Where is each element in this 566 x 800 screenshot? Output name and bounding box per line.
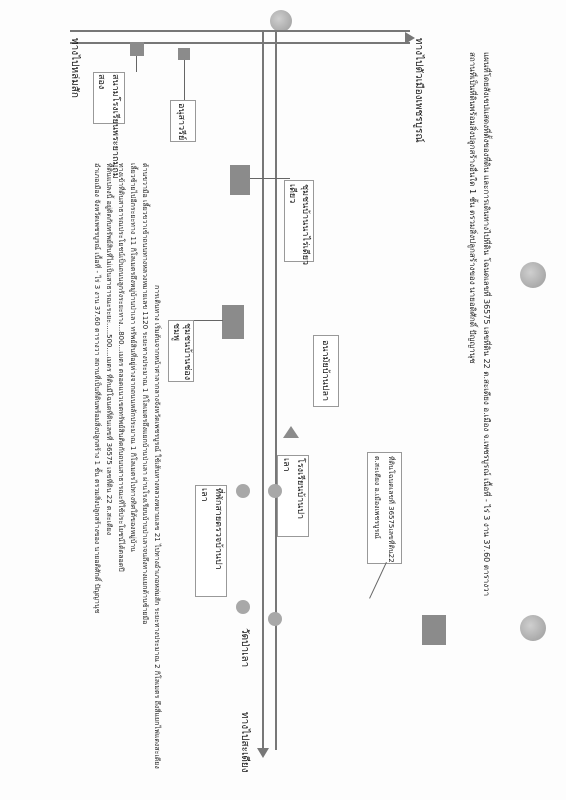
market-marker — [230, 165, 250, 195]
description-line-6: อำเภอเมือง จังหวัดเพชรบูรณ์ เนื้อที่ - ไร่ 3 งาน 37.60 ตารางวา สถานที่เป็นที่ดินพร้อมสิ่งปลูกสร้าง 1 ชั้น ตรวมสิ่งปลูกสร้างของ นายอดิศักดิ์ ปัญญานุช — [93, 163, 101, 614]
school-label: โรงเรียนบ้านปา — [295, 458, 305, 520]
police-label: ที่พักสายตรวจบ้านปา — [213, 488, 223, 570]
cross-road-top-edge — [70, 30, 410, 32]
community-note: ชมพู — [171, 323, 181, 341]
sakhon-school-leader — [136, 56, 137, 72]
police-note: เลา — [199, 488, 209, 502]
header-line-1: แผนที่โดยสังเขปแสดงที่ตั้งของที่ดิน และการเดินทางไปที่ดิน โฉนดเลขที่ 36575 เลขที่ดิน 22 ต.สะเดียง อ.เมือง จ.เพชรบูรณ์ เนื้อที่ - ไร่ 3 งาน 37.60 ตารางวา — [482, 52, 491, 597]
market-label: ชุมชนบ้านนาไร่เดียว — [300, 184, 310, 266]
description-line-1: การเดินทาง เริ่มต้นจากหน้าศาลากลางจังหวัดเพชรบูรณ์ ใช้เส้นทางหลวงหมายเลข 21 ไปทางอำเภอหล่มสัก ระยะทางประมาณ 2 กิโลเมตร ถึงสี่แยกไฟแดงสะเดียง — [153, 285, 161, 769]
community-label: ชุมชนบ้านช่อง — [182, 323, 192, 381]
landmark-dot-1 — [236, 484, 250, 498]
label-to-phetchabun-city: ทางไปตัวเมืองเพชรบูรณ์ — [413, 38, 424, 143]
market-note: เดียว — [287, 184, 297, 204]
landmark-dot-3 — [268, 484, 282, 498]
school-note: เลา — [281, 458, 291, 472]
property-box-line2: ต.สะเดียง อ.เมืองเพชรบูรณ์ — [373, 456, 381, 539]
binder-hole-lower — [520, 615, 546, 641]
sakhon-school-marker — [130, 42, 144, 56]
main-road-right-edge — [275, 30, 277, 750]
monument-marker — [178, 48, 190, 60]
binder-hole-middle — [520, 262, 546, 288]
label-to-sadiang: ทางไปสะเดียง — [239, 712, 250, 773]
property-leader — [369, 562, 387, 599]
header-line-2: สถานที่เป็นที่ดินพร้อมสิ่งปลูกสร้างอื่นใด 1 ชั้น ตรวมสิ่งปลูกสร้างของ นายอดิศักดิ์ ปัญญานุช — [468, 52, 477, 364]
main-road-left-edge — [262, 30, 264, 750]
wat-label: วัดป่าเลา — [239, 628, 250, 668]
property-marker — [422, 615, 446, 645]
community-marker — [222, 305, 244, 339]
market-leader — [250, 178, 290, 179]
monument-label: อนุสาวรีย์ — [176, 103, 186, 141]
cross-road-bottom-edge — [70, 42, 410, 44]
label-to-lom-sak: ทางไปหล่มสัก — [69, 38, 80, 98]
landmark-dot-2 — [236, 600, 250, 614]
description-line-3: เลี้ยวซ้ายไปอีกระยะทาง 11 กิโลเมตรถึงหมู่บ้านป่าเลา ทรัพย์สินที่อยู่ห่างจากถนนหลักประมาณ 1 กิโลเมตรไปทางทิศใต้ของหมู่บ้าน — [129, 163, 137, 552]
binder-hole-top — [270, 10, 292, 32]
health-center-label: อนามัยบ้านปลา — [320, 340, 330, 402]
description-line-2: ด้านขวามือ เลี้ยวขวาเข้าถนนทางหลวงหมายเลข 1120 ระยะทางประมาณ 1 กิโลเมตรถึงแยกบ้านป่าเลา ผ่านโรงเรียนบ้านป่าเลาจนถึงทางแยกด้านซ้ายมือ — [141, 163, 149, 625]
monument-leader — [184, 60, 185, 100]
property-box-line1: ที่ดินโฉนดเลขที่ 36575เลขที่ดิน22 — [387, 456, 395, 563]
sakhon-school-note: สอง — [96, 74, 106, 90]
description-line-5: ที่ดินแปลงนี้ อยู่ติดกับทรัพย์สินที่ไม่เป็นสาธารณะระยะ.....500....เมตร ที่ดินมีโฉนดที่ดินเลขที่ 36575 เลขที่ดิน 22 ต.สะเดียง — [105, 163, 113, 536]
direction-arrow-bottom — [262, 730, 264, 750]
sakhon-school-label: สนามโรงเรียนพระยาถมถม — [110, 74, 120, 179]
direction-arrow-bottom-head — [257, 748, 269, 758]
description-line-4: ทางเข้าที่ดินสาธารณประโยชน์เป็นถนนลูกรังระยะทาง...800...เมตร ตลอดแนวเขตทรัพย์สินติดกับถนนสาธารณะที่ใช้ประโยชน์ได้ตลอดปี — [117, 163, 125, 572]
landmark-dot-4 — [268, 612, 282, 626]
health-center-triangle — [283, 426, 299, 438]
